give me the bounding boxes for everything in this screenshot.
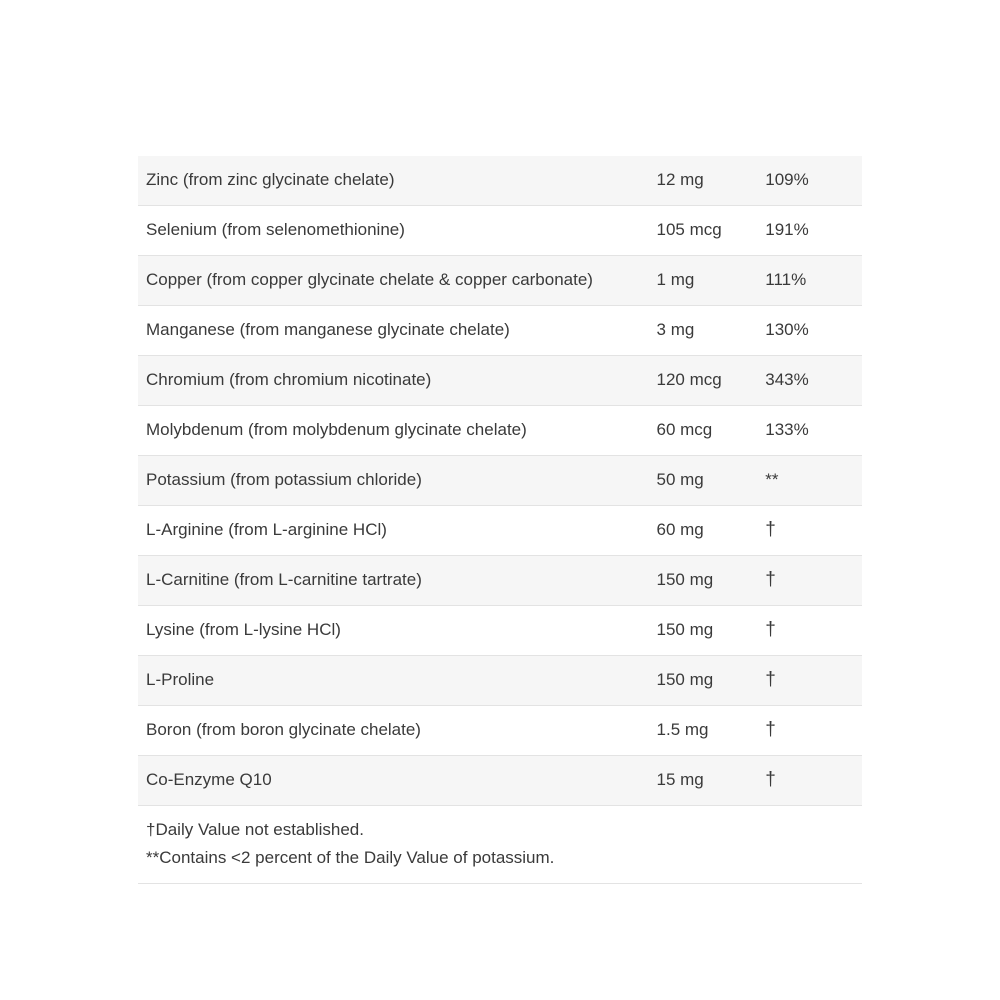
daily-value: 130% (757, 306, 862, 356)
footnote-potassium: **Contains <2 percent of the Daily Value of potassium. (146, 848, 555, 867)
ingredient-name: L-Proline (138, 656, 649, 706)
footnote-row (138, 806, 862, 884)
ingredient-amount: 15 mg (649, 756, 758, 806)
ingredient-amount: 150 mg (649, 556, 758, 606)
ingredient-name: Zinc (from zinc glycinate chelate) (138, 156, 649, 206)
daily-value: 111% (757, 256, 862, 306)
daily-value: 191% (757, 206, 862, 256)
ingredient-amount: 1.5 mg (649, 706, 758, 756)
ingredient-name: L-Arginine (from L-arginine HCl) (138, 506, 649, 556)
table-row (138, 206, 862, 256)
ingredient-amount: 150 mg (649, 606, 758, 656)
ingredient-amount: 12 mg (649, 156, 758, 206)
supplement-facts-table (138, 156, 862, 884)
ingredient-name: Potassium (from potassium chloride) (138, 456, 649, 506)
footnotes (138, 806, 862, 884)
table-row (138, 256, 862, 306)
table-row (138, 706, 862, 756)
ingredient-amount: 60 mcg (649, 406, 758, 456)
table-row (138, 156, 862, 206)
ingredient-amount: 60 mg (649, 506, 758, 556)
ingredient-amount: 120 mcg (649, 356, 758, 406)
ingredient-name: Co-Enzyme Q10 (138, 756, 649, 806)
table-row (138, 406, 862, 456)
daily-value: 343% (757, 356, 862, 406)
ingredient-name: Lysine (from L-lysine HCl) (138, 606, 649, 656)
ingredient-name: Chromium (from chromium nicotinate) (138, 356, 649, 406)
daily-value: † (757, 606, 862, 656)
daily-value: † (757, 506, 862, 556)
ingredient-amount: 3 mg (649, 306, 758, 356)
ingredient-amount: 105 mcg (649, 206, 758, 256)
ingredient-name: Boron (from boron glycinate chelate) (138, 706, 649, 756)
table-row (138, 556, 862, 606)
daily-value: † (757, 656, 862, 706)
daily-value: 133% (757, 406, 862, 456)
daily-value: † (757, 556, 862, 606)
ingredient-name: L-Carnitine (from L-carnitine tartrate) (138, 556, 649, 606)
table-row (138, 456, 862, 506)
table-row (138, 356, 862, 406)
daily-value: 109% (757, 156, 862, 206)
footnote-dv-not-established: †Daily Value not established. (146, 820, 364, 839)
table-row (138, 756, 862, 806)
table-row (138, 506, 862, 556)
daily-value: † (757, 756, 862, 806)
table-row (138, 606, 862, 656)
daily-value: ** (757, 456, 862, 506)
ingredient-name: Copper (from copper glycinate chelate & copper carbonate) (138, 256, 649, 306)
ingredient-amount: 1 mg (649, 256, 758, 306)
table-row (138, 656, 862, 706)
ingredient-name: Manganese (from manganese glycinate chelate) (138, 306, 649, 356)
ingredient-name: Molybdenum (from molybdenum glycinate chelate) (138, 406, 649, 456)
ingredient-name: Selenium (from selenomethionine) (138, 206, 649, 256)
ingredient-amount: 50 mg (649, 456, 758, 506)
table-row (138, 306, 862, 356)
ingredient-amount: 150 mg (649, 656, 758, 706)
daily-value: † (757, 706, 862, 756)
